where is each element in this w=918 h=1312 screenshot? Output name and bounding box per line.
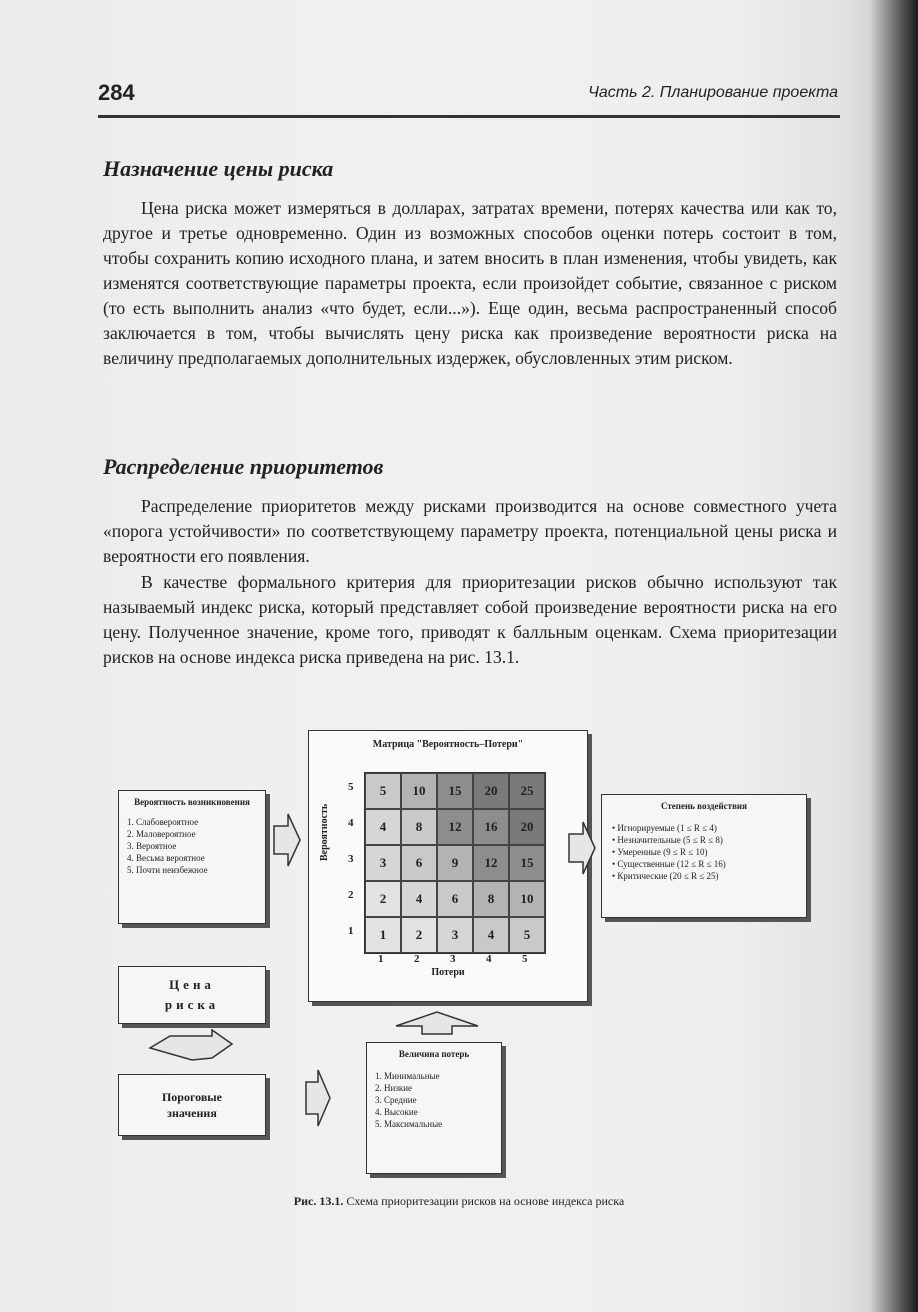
matrix-cell: 6 [437, 881, 473, 917]
row-label: 5 [348, 781, 354, 793]
col-label: 3 [450, 953, 456, 965]
matrix-cell: 4 [365, 809, 401, 845]
threshold-label: Пороговые значения [161, 1090, 223, 1120]
row-label: 2 [348, 889, 354, 901]
matrix-cell: 20 [509, 809, 545, 845]
matrix-cell: 15 [437, 773, 473, 809]
matrix-cell: 25 [509, 773, 545, 809]
loss-item: 4. Высокие [375, 1107, 418, 1117]
loss-item: 3. Средние [375, 1095, 417, 1105]
loss-item: 2. Низкие [375, 1083, 413, 1093]
probability-item: 5. Почти неизбежное [127, 865, 208, 875]
col-label: 4 [486, 953, 492, 965]
paragraph-priorities-1: Распределение приоритетов между рисками производится на основе совместного учета «порога устойчивости» по соответствующему параметру проекта, потенциальной цены риска и вероятности его появления. [103, 496, 837, 566]
matrix-cell: 5 [509, 917, 545, 953]
matrix-cell: 1 [365, 917, 401, 953]
y-axis-label: Вероятность [319, 803, 330, 861]
loss-item: 5. Максимальные [375, 1119, 443, 1129]
page-number: 284 [98, 80, 135, 105]
matrix-cell: 12 [473, 845, 509, 881]
matrix-cell: 10 [401, 773, 437, 809]
x-axis-label: Потери [431, 967, 465, 978]
impact-item: • Незначительные (5 ≤ R ≤ 8) [612, 835, 723, 845]
probability-item: 3. Вероятное [127, 841, 177, 851]
matrix-cell: 6 [401, 845, 437, 881]
col-label: 1 [378, 953, 384, 965]
caption-text: Схема приоритезации рисков на основе индекса риска [346, 1194, 625, 1208]
probability-item: 4. Весьма вероятное [127, 853, 205, 863]
down-arrow-icon [150, 1030, 232, 1060]
matrix-cell: 12 [437, 809, 473, 845]
probability-item: 2. Маловероятное [127, 829, 196, 839]
probability-box-title: Вероятность возникновения [134, 797, 250, 807]
risk-cost-label: Цена риска [164, 977, 220, 1012]
right-arrow-icon [306, 1070, 330, 1126]
caption-number: Рис. 13.1. [293, 1194, 344, 1208]
impact-item: • Критические (20 ≤ R ≤ 25) [612, 871, 719, 881]
impact-box-title: Степень воздействия [661, 801, 747, 811]
impact-item: • Существенные (12 ≤ R ≤ 16) [612, 859, 726, 869]
loss-box-title: Величина потерь [398, 1049, 470, 1059]
matrix-cell: 2 [365, 881, 401, 917]
loss-item: 1. Минимальные [375, 1071, 440, 1081]
row-label: 3 [348, 853, 354, 865]
matrix-cell: 16 [473, 809, 509, 845]
paragraph-risk-cost: Цена риска может измеряться в долларах, затратах времени, потерях качества или как то, другое и третье одновременно. Один из возможных способов оценки потерь состоит в том, чтобы сохранить копию исходного плана, и затем вносить в план изменения, чтобы увидеть, как изменятся соответствующие параметры проекта, если произойдет событие, связанное с риском (то есть выполнить анализ «что будет, если...»). Еще один, весьма распространенный способ заключается в том, чтобы вычислять цену риска как произведение вероятности риска на величину предполагаемых дополнительных издержек, обусловленных этим риском. [103, 198, 837, 368]
matrix-cell: 4 [473, 917, 509, 953]
probability-item: 1. Слабовероятное [127, 817, 199, 827]
matrix-cell: 3 [437, 917, 473, 953]
matrix-cell: 8 [473, 881, 509, 917]
col-label: 2 [414, 953, 420, 965]
impact-item: • Игнорируемые (1 ≤ R ≤ 4) [612, 823, 717, 833]
section-heading-priorities: Распределение приоритетов [103, 454, 384, 479]
part-title: Часть 2. Планирование проекта [588, 84, 838, 101]
row-label: 4 [348, 817, 354, 829]
matrix-cell: 20 [473, 773, 509, 809]
col-label: 5 [522, 953, 528, 965]
section-heading-risk-cost: Назначение цены риска [103, 156, 334, 181]
figure-caption [0, 1194, 918, 1209]
matrix-cell: 5 [365, 773, 401, 809]
up-arrow-icon [396, 1012, 478, 1034]
row-label: 1 [348, 925, 354, 937]
matrix-title: Матрица "Вероятность–Потери" [372, 739, 524, 750]
paragraph-priorities-2: В качестве формального критерия для приоритезации рисков обычно используют так называемый индекс риска, который представляет собой произведение вероятности риска на его цену. Полученное значение, кроме того, приводят к балльным оценкам. Схема приоритезации рисков на основе индекса риска приведена на рис. 13.1. [103, 572, 837, 667]
impact-item: • Умеренные (9 ≤ R ≤ 10) [612, 847, 708, 857]
right-arrow-icon [569, 822, 595, 874]
matrix-cell: 2 [401, 917, 437, 953]
matrix-cell: 9 [437, 845, 473, 881]
matrix-cell: 4 [401, 881, 437, 917]
right-arrow-icon [274, 814, 300, 866]
matrix-cell: 3 [365, 845, 401, 881]
matrix-cell: 15 [509, 845, 545, 881]
matrix-cell: 8 [401, 809, 437, 845]
matrix-cell: 10 [509, 881, 545, 917]
